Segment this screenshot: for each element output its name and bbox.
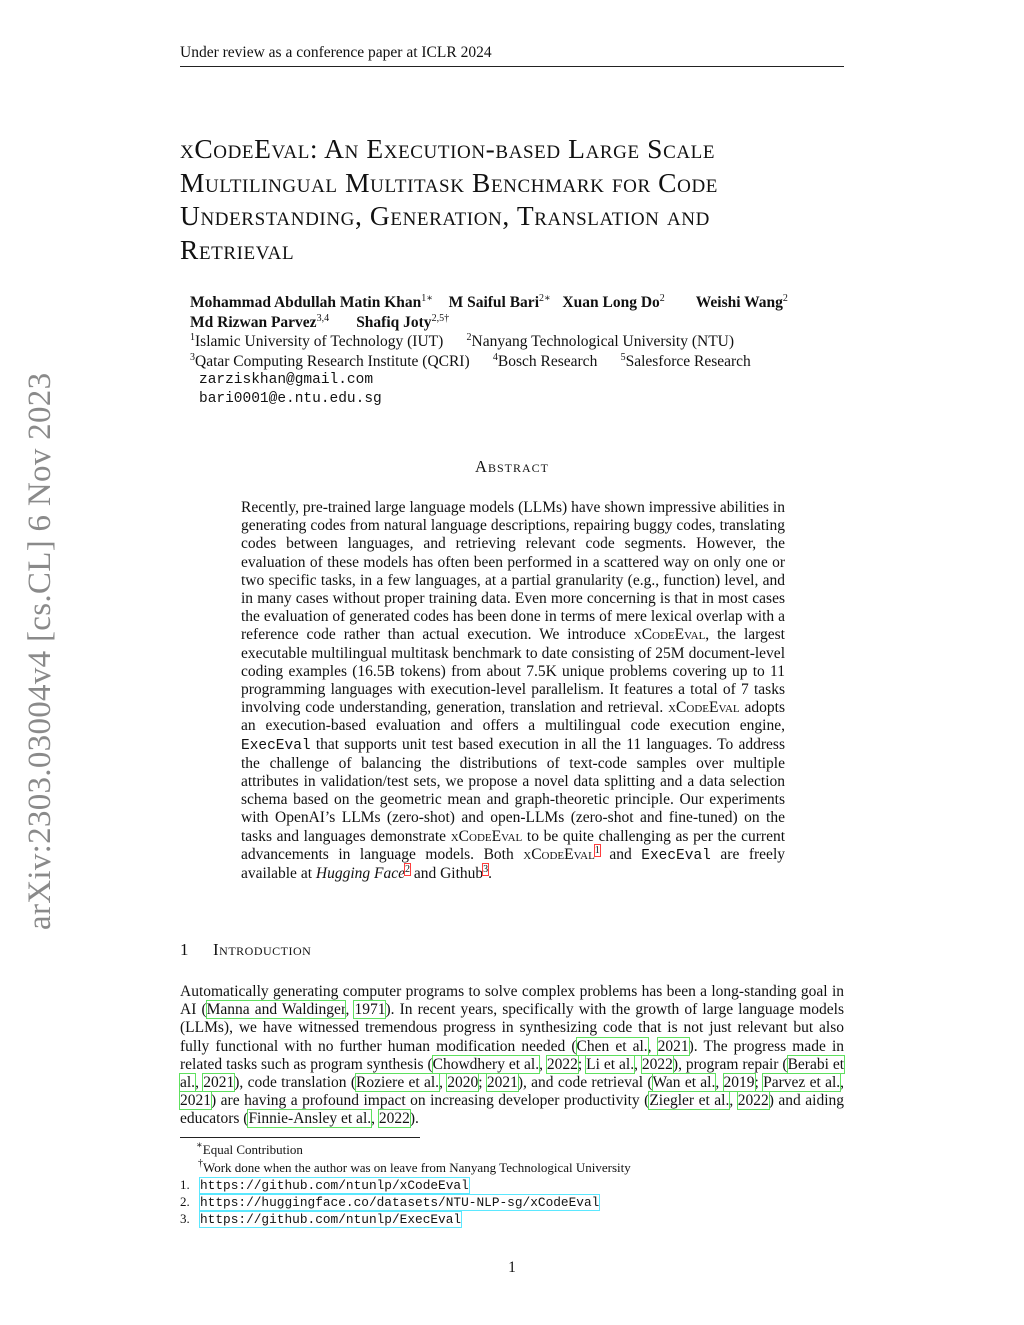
section-heading bbox=[180, 940, 311, 960]
footnote-link[interactable]: 3 bbox=[483, 864, 489, 876]
citation-link[interactable]: 2019 bbox=[723, 1074, 755, 1092]
author-name: Xuan Long Do bbox=[562, 294, 660, 311]
affiliation: Nanyang Technological University (NTU) bbox=[471, 333, 735, 350]
citation-link[interactable]: Wan et al. bbox=[652, 1074, 716, 1092]
citation-link[interactable]: 2022 bbox=[378, 1110, 410, 1128]
author-list bbox=[190, 293, 788, 333]
abstract-text: and Github bbox=[409, 865, 484, 883]
citation-link[interactable]: Roziere et al. bbox=[356, 1074, 440, 1092]
intro-text: ) and aiding educators ( bbox=[180, 1092, 844, 1128]
affiliation: Bosch Research bbox=[497, 352, 598, 370]
author-affil-mark: 2 bbox=[659, 293, 665, 304]
abstract-text: . bbox=[488, 865, 493, 883]
benchmark-name: xCodeEval bbox=[668, 699, 740, 717]
abstract-heading: Abstract bbox=[475, 457, 549, 476]
section-number: 1 bbox=[180, 940, 189, 959]
abstract-text: to be quite challenging as per the current advancements in language models. Both bbox=[241, 827, 785, 863]
intro-text: ), and code retrieval ( bbox=[517, 1074, 653, 1092]
footnote-link[interactable]: 2 bbox=[404, 864, 410, 876]
intro-text: ). The progress made in related tasks such as program synthesis ( bbox=[180, 1037, 845, 1073]
footnote-text: Work done when the author was on leave from Nanyang Technological University bbox=[203, 1160, 631, 1175]
footnote-work bbox=[198, 1159, 631, 1176]
author-name: Md Rizwan Parvez bbox=[190, 314, 317, 331]
footnote-text: Equal Contribution bbox=[202, 1142, 303, 1157]
email[interactable]: bari0001@e.ntu.edu.sg bbox=[199, 390, 382, 407]
affil-mark: 1 bbox=[190, 332, 195, 343]
footnote-link[interactable]: 1 bbox=[594, 844, 600, 856]
hugging-face-text: Hugging Face bbox=[315, 865, 405, 883]
intro-text: ) are having a profound impact on increasing developer productivity ( bbox=[211, 1092, 650, 1110]
footnote-link-item bbox=[180, 1176, 469, 1194]
abstract-text: , the largest executable multilingual multitask benchmark to date consisting of 25M document-level coding examples (16.5B tokens) from about 7.5K unique problems covering up to 11 programming languages with execution-level parallelism. It features a total of 7 tasks involving code understanding, generation, translation and retrieval. bbox=[241, 626, 785, 717]
abstract-text: adopts an execution-based evaluation and offers a multilingual code execution engine, bbox=[241, 699, 785, 735]
citation-link[interactable]: Parvez et al. bbox=[763, 1074, 841, 1092]
footnote-equal bbox=[196, 1141, 303, 1158]
footnote-url[interactable]: https://github.com/ntunlp/ExecEval bbox=[200, 1212, 462, 1227]
intro-text: ). In recent years, specifically with the growth of large language models (LLMs), we have witnessed tremendous progress in synthesizing code that is not just relevant but also fully functional with no further human modification needed ( bbox=[180, 1001, 844, 1055]
engine-name: ExecEval bbox=[241, 737, 311, 754]
citation-link[interactable]: 2022 bbox=[737, 1092, 769, 1110]
abstract-text: that supports unit test based execution in all the 11 languages. To address the challenge of balancing the distributions of text-code samples over multiple attributes in validation/test sets, we propose a novel data splitting and a data selection schema based on the geometric mean and graph-theoretic principle. Our experiments with OpenAI’s LLMs (zero-shot) and open-LLMs (zero-shot and fine-tuned) on the tasks and languages demonstrate bbox=[241, 735, 785, 845]
author-affil-mark: 3,4 bbox=[316, 313, 330, 324]
abstract-text: and bbox=[599, 845, 642, 863]
citation-link[interactable]: 2022 bbox=[546, 1055, 578, 1073]
author-affil-mark: 2 bbox=[782, 293, 788, 304]
footnote-symbol: † bbox=[198, 1158, 203, 1169]
introduction-paragraph: Automatically generating computer programs to solve complex problems has been a long-standing goal in AI (Manna and Waldinger, 1971). In recent years, specifically with the growth of large language models (LLMs), we have witnessed tremendous progress in synthesizing code that is not just relevant but also fully functional with no further human modification needed (Chen et al., 2021). The progress made in related tasks such as program synthesis (Chowdhery et al., 2022; Li et al., 2022), program repair (Berabi et al., 2021), code translation (Roziere et al., 2020; 2021), and code retrieval (Wan et al., 2019; Parvez et al., 2021) are having a profound impact on increasing developer productivity (Ziegler et al., 2022) and aiding educators (Finnie-Ansley et al., 2022). bbox=[180, 983, 845, 1128]
footnote-url[interactable]: https://huggingface.co/datasets/NTU-NLP-sg/xCodeEval bbox=[200, 1195, 600, 1210]
engine-name: ExecEval bbox=[641, 847, 711, 864]
citation-link[interactable]: Manna and Waldinger bbox=[206, 1001, 346, 1019]
affil-mark: 2 bbox=[466, 332, 472, 343]
abstract-text: Recently, pre-trained large language models (LLMs) have shown impressive abilities in generating codes from natural language descriptions, repairing buggy codes, translating codes between languages, and retrieving relevant code segments. However, the evaluation of these models has often been performed in a scattered way on only one or two specific tasks, in a few languages, at a partial granularity (e.g., function) level, and in many cases without proper training data. Even more concerning is that in most cases the evaluation of generated codes has been done in terms of mere lexical overlap with a reference code rather than actual execution. We introduce bbox=[241, 499, 785, 644]
citation-link[interactable]: Li et al. bbox=[586, 1055, 635, 1073]
affiliations bbox=[190, 332, 751, 371]
citation-link[interactable]: 2021 bbox=[203, 1074, 235, 1092]
author-affil-mark: 2∗ bbox=[539, 293, 551, 304]
affil-mark: 5 bbox=[620, 351, 626, 363]
intro-text: ). bbox=[409, 1110, 419, 1128]
footnote-rule bbox=[180, 1137, 420, 1138]
citation-link[interactable]: 2021 bbox=[486, 1074, 518, 1092]
author-affil-mark: 2,5† bbox=[431, 313, 450, 324]
citation-link[interactable]: 2022 bbox=[641, 1055, 673, 1073]
author-name: Mohammad Abdullah Matin Khan bbox=[190, 294, 422, 311]
citation-link[interactable]: 2021 bbox=[180, 1092, 211, 1110]
footnote-index: 1. bbox=[180, 1177, 190, 1192]
title-line: xCodeEval: An Execution-based Large Scale bbox=[180, 133, 716, 164]
footnote-index: 3. bbox=[180, 1211, 190, 1226]
citation-link[interactable]: Chowdhery et al. bbox=[432, 1055, 540, 1073]
header-rule bbox=[180, 66, 844, 67]
affiliation: Salesforce Research bbox=[625, 352, 751, 370]
benchmark-name: xCodeEval bbox=[523, 845, 595, 863]
footnote-link-item bbox=[180, 1210, 461, 1228]
title-line: Retrieval bbox=[180, 233, 295, 265]
title-line: Multilingual Multitask Benchmark for Code bbox=[180, 166, 718, 198]
citation-link[interactable]: Chen et al. bbox=[576, 1037, 648, 1055]
benchmark-name: xCodeEval bbox=[450, 827, 523, 845]
intro-text: ), program repair ( bbox=[672, 1055, 788, 1073]
abstract-body bbox=[241, 499, 785, 883]
page-number: 1 bbox=[508, 1259, 516, 1276]
abstract-text: are freely available at bbox=[241, 845, 785, 883]
arxiv-identifier: arXiv:2303.03004v4 [cs.CL] 6 Nov 2023 bbox=[22, 372, 58, 930]
footnote-index: 2. bbox=[180, 1194, 190, 1209]
author-name: Weishi Wang bbox=[695, 294, 783, 311]
affiliation: Islamic University of Technology (IUT) bbox=[195, 333, 444, 350]
running-header: Under review as a conference paper at ICLR 2024 bbox=[180, 44, 492, 61]
citation-link[interactable]: Ziegler et al. bbox=[649, 1092, 730, 1110]
citation-link[interactable]: Berabi et al. bbox=[180, 1055, 845, 1092]
footnote-url[interactable]: https://github.com/ntunlp/xCodeEval bbox=[200, 1178, 469, 1193]
intro-text: ), code translation ( bbox=[234, 1074, 357, 1092]
title-line: Understanding, Generation, Translation and bbox=[180, 200, 710, 231]
paper-title bbox=[180, 132, 850, 266]
affil-mark: 4 bbox=[492, 351, 498, 363]
citation-link[interactable]: 2021 bbox=[657, 1037, 689, 1055]
section-title: Introduction bbox=[213, 940, 312, 959]
author-emails bbox=[199, 371, 382, 408]
intro-text: Automatically generating computer programs to solve complex problems has been a long-standing goal in AI ( bbox=[180, 983, 844, 1019]
author-name: Shafiq Joty bbox=[356, 314, 432, 331]
citation-link[interactable]: 1971 bbox=[354, 1001, 386, 1019]
footnote-link-item bbox=[180, 1193, 599, 1211]
citation-link[interactable]: 2020 bbox=[447, 1074, 479, 1092]
email[interactable]: zarziskhan@gmail.com bbox=[199, 372, 374, 388]
benchmark-name: xCodeEval bbox=[633, 626, 706, 644]
author-name: M Saiful Bari bbox=[448, 294, 539, 311]
author-affil-mark: 1∗ bbox=[421, 293, 434, 304]
citation-link[interactable]: Finnie-Ansley et al. bbox=[248, 1110, 372, 1128]
footnote-symbol: ∗ bbox=[196, 1140, 203, 1151]
affil-mark: 3 bbox=[190, 351, 195, 363]
affiliation: Qatar Computing Research Institute (QCRI) bbox=[195, 352, 470, 370]
